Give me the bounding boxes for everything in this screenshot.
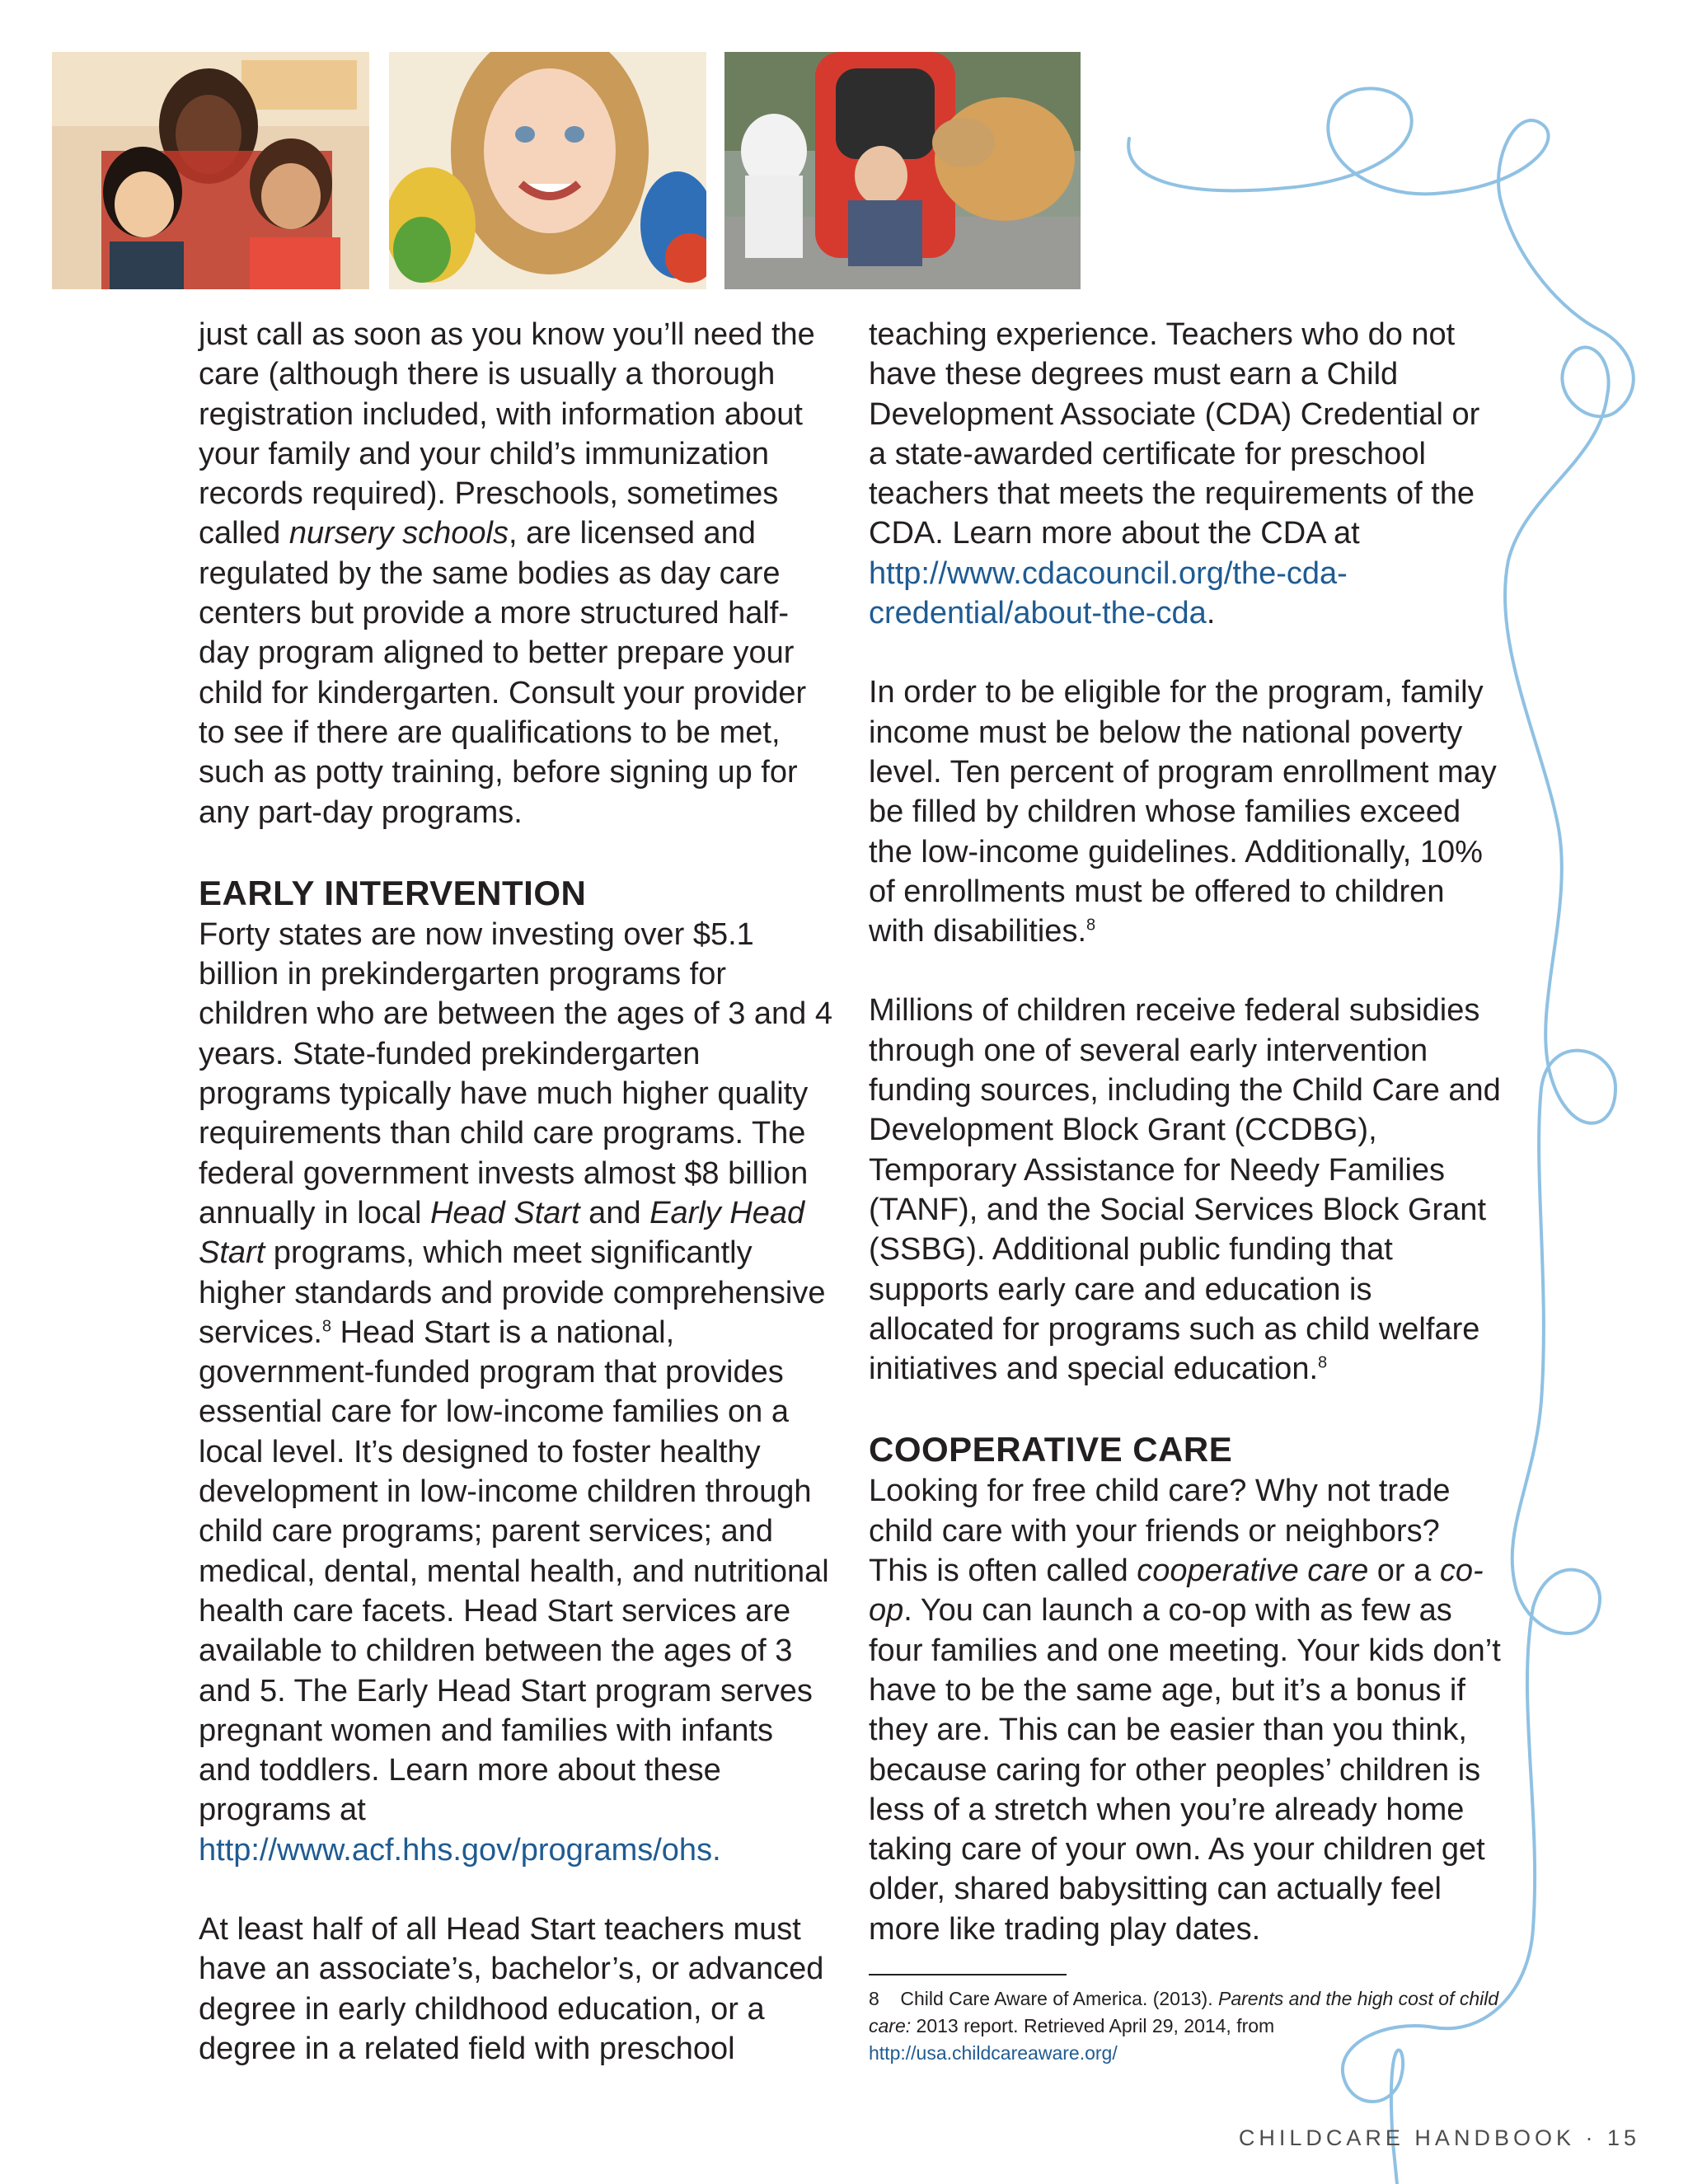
text-span: Child Care Aware of America. (2013). [879,1987,1219,2009]
text-span: Millions of children receive federal subsidies through one of several early intervention funding sources, including the Child Care and Development Block Grant (CCDBG), Temporary Assistance for Needy Families (TANF), and the Social Services Block Grant (SSBG). Additional public funding that supports early care and education is allocated for programs such as child welfare initiatives and special education. [869,993,1501,1387]
footnote-divider [869,1974,1067,1975]
emphasis-head-start: Head Start [429,1195,580,1230]
heading-cooperative-care: COOPERATIVE CARE [869,1430,1233,1469]
page-footer: CHILDCARE HANDBOOK · 15 [1238,2125,1640,2150]
text-span: just call as soon as you know you’ll need the care (although there is usually a thorough registration included, with information about your family and your child’s immunization records required). Preschools, sometimes called [199,317,815,551]
footnote-ref: 8 [1086,916,1096,935]
text-span: Forty states are now investing over $5.1 billion in prekindergarten programs for children who are between the ages of 3 and 4 years. State-funded prekindergarten programs typically have much higher quality requirements than child care programs. The federal government invests almost $8 billion annually in local [199,916,832,1230]
photo-teacher-and-children [52,52,369,289]
link-cda-council[interactable]: http://www.cdacouncil.org/the-cda-credential/about-the-cda [869,555,1348,631]
paragraph-preschools [199,315,833,832]
paragraph-early-intervention [199,915,833,1870]
text-span: . [1206,596,1216,631]
emphasis-report-title: Parents and the high cost of child care: [869,1987,1499,2036]
text-span: . You can launch a co-op with as few as four families and one meeting. Your kids don’t have to be the same age, but it’s a bonus if they are. This can be easier than you think, because caring for other peoples’ children is less of a stretch when you’re already home taking care of your own. As your children get older, shared babysitting can actually feel more like trading play dates. [869,1593,1501,1947]
emphasis-early-head-start: Early Head Start [199,1195,805,1271]
paragraph-cda [869,315,1503,633]
text-span: 2013 report. Retrieved April 29, 2014, from [911,2014,1275,2036]
emphasis-co-op: co-op [869,1554,1484,1629]
text-span: In order to be eligible for the program, family income must be below the national poverty level. Ten percent of program enrollment may be filled by children whose families exceed the low-income guidelines. Additionally, 10% of enrollments must be offered to children with disabilities. [869,675,1497,949]
text-span: or a [1368,1554,1440,1589]
paragraph-head-start-teachers: At least half of all Head Start teachers must have an associate’s, bachelor’s, or advanced degree in early childhood education, or a degree in a related field with preschool [199,1911,824,2066]
footnote-ref: 8 [321,1317,332,1336]
paragraph-subsidies [869,991,1503,1389]
link-acf-ohs[interactable]: http://www.acf.hhs.gov/programs/ohs. [199,1832,721,1868]
footnote-8 [869,1985,1503,2067]
footnote-ref: 8 [1318,1353,1328,1372]
text-span: and [579,1195,650,1230]
paragraph-cooperative-care [869,1471,1503,1949]
text-span: programs, which meet significantly higher standards and provide comprehensive services. [199,1235,826,1350]
footnote-number: 8 [869,1987,879,2009]
emphasis-nursery-schools: nursery schools [288,516,509,551]
heading-early-intervention: EARLY INTERVENTION [199,873,587,912]
left-column [199,315,833,2069]
photo-smiling-girl [389,52,706,289]
paragraph-eligibility [869,673,1503,951]
text-span: , are licensed and regulated by the same bodies as day care centers but provide a more structured half-day program aligned to better prepare your child for kindergarten. Consult your provider to see if there are qualifications to be met, such as potty training, before signing up for any part-day programs. [199,516,807,830]
right-column [869,315,1503,2067]
text-span: teaching experience. Teachers who do not have these degrees must earn a Child Development Associate (CDA) Credential or a state-awarded certificate for preschool teachers that meets the requirements of the CDA. Learn more about the CDA at [869,317,1480,551]
emphasis-cooperative-care: cooperative care [1137,1554,1369,1589]
text-span: Looking for free child care? Why not trade child care with your friends or neighbors? This is often called [869,1474,1451,1589]
photo-toddlers-stroller-dog [724,52,1081,289]
text-span: Head Start is a national, government-funded program that provides essential care for low-income families on a local level. It’s designed to foster healthy development in low-income children through child care programs; parent services; and medical, dental, mental health, and nutritional health care facets. Head Start services are available to children between the ages of 3 and 5. The Early Head Start program serves pregnant women and families with infants and toddlers. Learn more about these programs at [199,1315,829,1828]
link-childcareaware[interactable]: http://usa.childcareaware.org/ [869,2041,1118,2064]
